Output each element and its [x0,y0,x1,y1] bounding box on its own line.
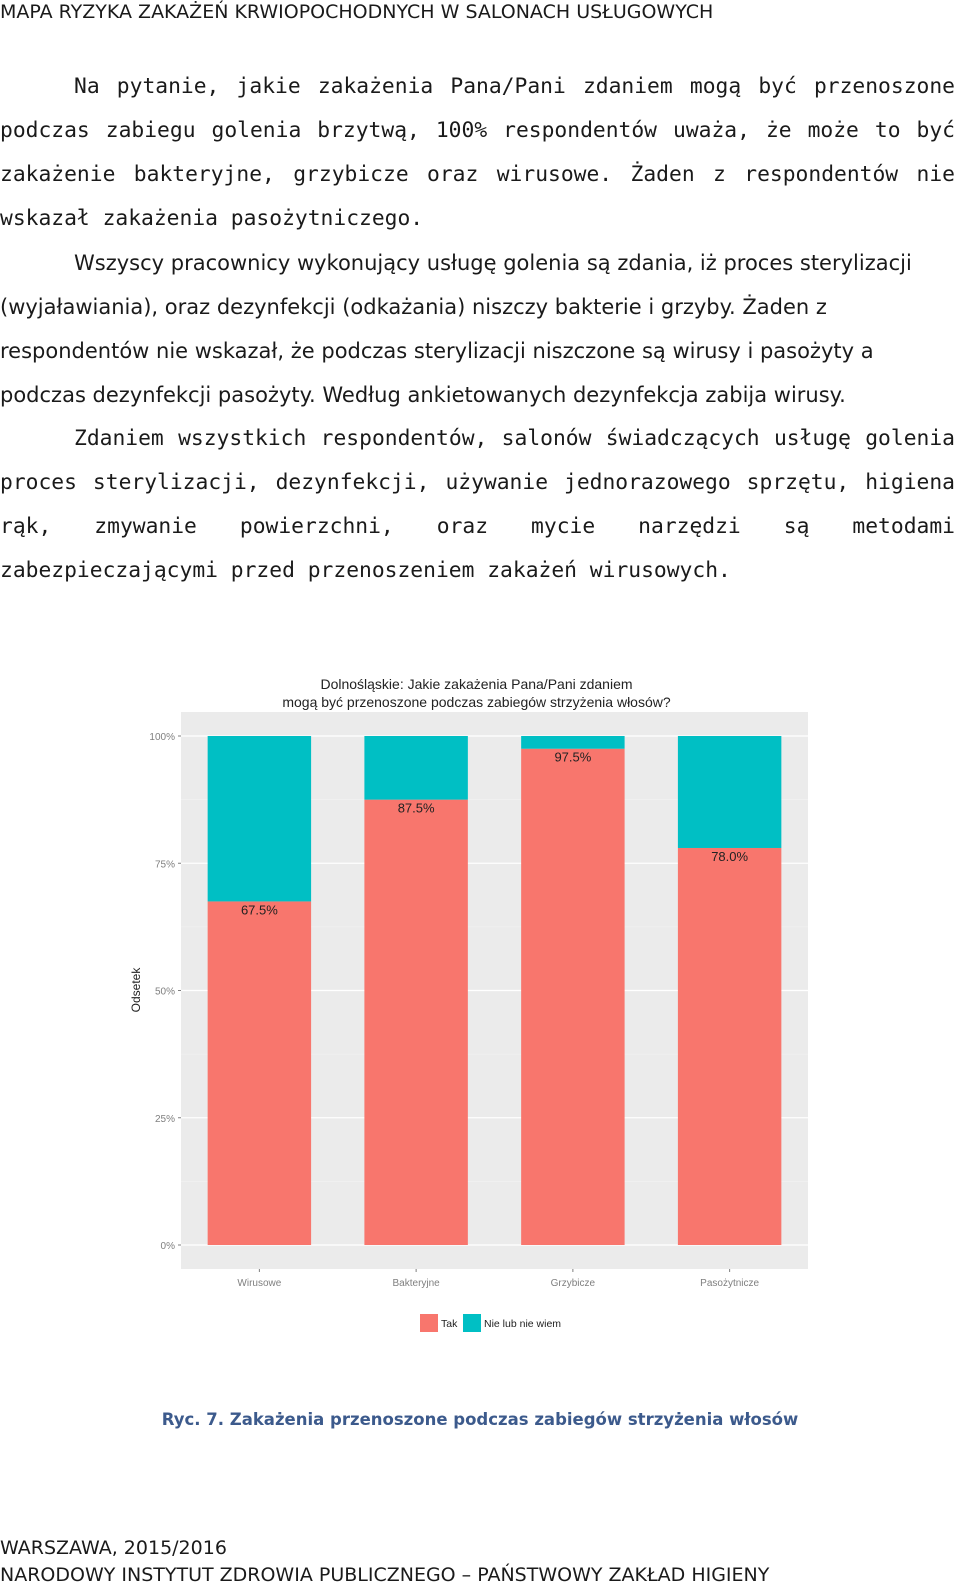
y-tick-label: 0% [160,1241,175,1252]
chart [118,678,834,1368]
paragraph-1: Na pytanie, jakie zakażenia Pana/Pani zdaniem mogą być przenoszone podczas zabiegu golenia brzytwą, 100% respondentów uważa, że może to być zakażenie bakteryjne, grzybicze oraz wirusowe. Żaden z respondentów nie wskazał zakażenia pasożytniczego. [0,74,955,231]
bar-nie-grzybicze [521,736,624,749]
data-label: 97.5% [554,749,592,765]
x-tick-label: Bakteryjne [392,1278,440,1289]
footer-place-date: WARSZAWA, 2015/2016 [0,1537,227,1559]
legend-label-1: Nie lub nie wiem [484,1318,562,1330]
chart-subtitle: mogą być przenoszone podczas zabiegów strzyżenia włosów? [282,694,671,710]
chart-title: Dolnośląskie: Jakie zakażenia Pana/Pani zdaniem [320,678,633,692]
footer-institution: NARODOWY INSTYTUT ZDROWIA PUBLICZNEGO – PAŃSTWOWY ZAKŁAD HIGIENY [0,1564,770,1586]
page-footer [0,1535,960,1589]
figure-caption: Ryc. 7. Zakażenia przenoszone podczas zabiegów strzyżenia włosów [161,1410,799,1429]
y-axis-label: Odsetek [129,967,143,1013]
paragraph-3: Zdaniem wszystkich respondentów, salonów świadczących usługę golenia proces sterylizacji, dezynfekcji, używanie jednorazowego sprzętu, higiena rąk, zmywanie powierzchni, oraz mycie narzędzi są metodami zabezpieczającymi przed przenoszeniem zakażeń wirusowych. [0,426,955,583]
y-tick-label: 50% [154,986,175,998]
data-label: 87.5% [397,800,435,816]
chart-svg [118,678,834,1368]
data-label: 78.0% [711,848,749,864]
legend-label-0: Tak [441,1318,458,1330]
data-label: 67.5% [240,902,278,918]
paragraph-2: Wszyscy pracownicy wykonujący usługę golenia są zdania, iż proces sterylizacji (wyjaławiania), oraz dezynfekcji (odkażania) niszczy bakterie i grzyby. Żaden z respondentów nie wskazał, że podczas sterylizacji niszczone są wirusy i pasożyty a podczas dezynfekcji pasożyty. Według ankietowanych dezynfekcja zabija wirusy. [0,251,912,407]
bar-nie-bakteryjne [364,736,467,800]
bar-tak-grzybicze [521,749,624,1245]
bar-tak-pasożytnicze [678,848,781,1245]
y-tick-label: 100% [149,732,175,743]
legend-key-0 [420,1314,438,1332]
bar-nie-pasożytnicze [678,736,781,848]
legend-key-1 [463,1314,481,1332]
y-tick-label: 75% [154,859,175,871]
x-tick-label: Grzybicze [550,1278,596,1289]
running-header: MAPA RYZYKA ZAKAŻEŃ KRWIOPOCHODNYCH W SALONACH USŁUGOWYCH [0,1,714,23]
bar-tak-wirusowe [208,901,311,1245]
y-tick-label: 25% [154,1113,175,1125]
x-tick-label: Wirusowe [237,1278,282,1289]
x-tick-label: Pasożytnicze [700,1278,760,1289]
body-text [0,65,955,593]
bar-nie-wirusowe [208,736,311,901]
bar-tak-bakteryjne [364,800,467,1245]
